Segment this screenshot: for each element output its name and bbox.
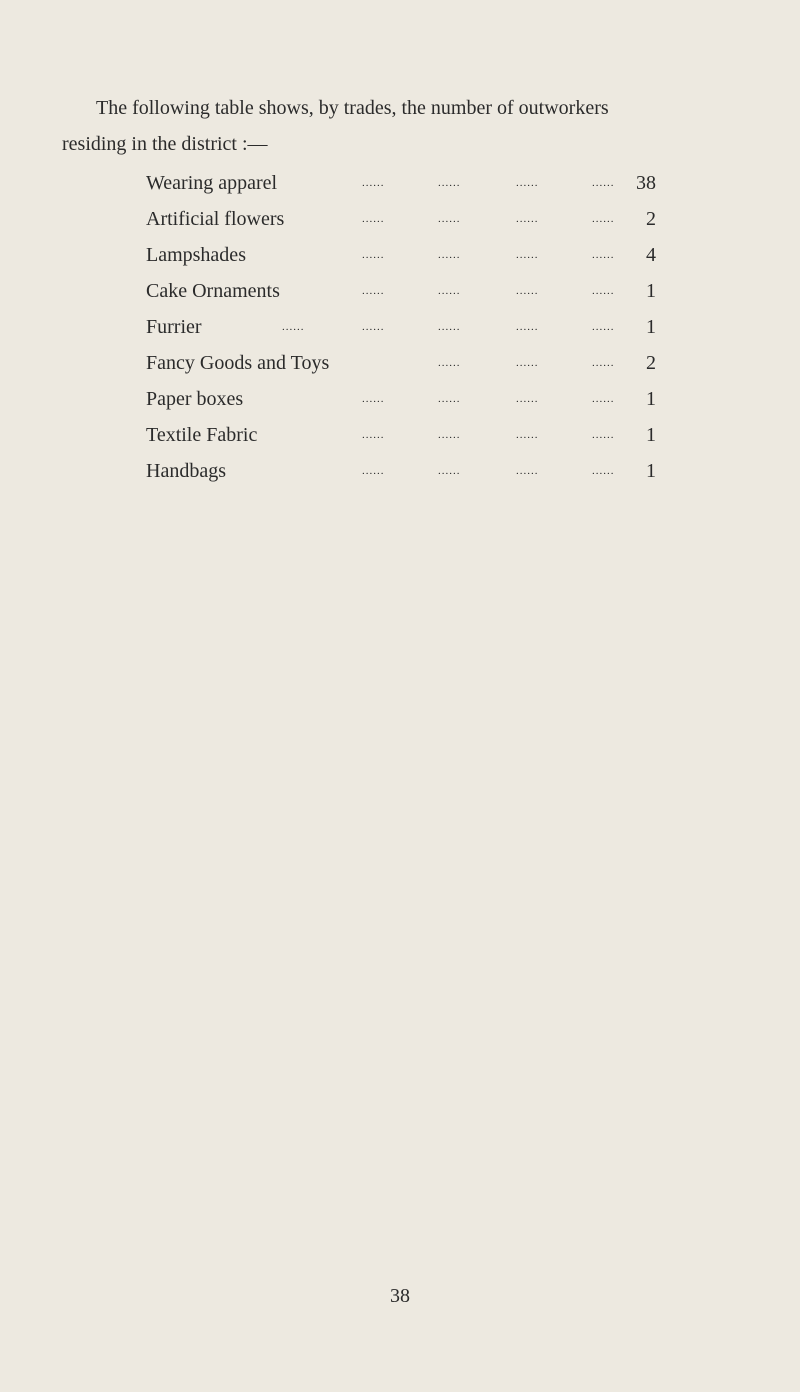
dot-leader: ...... xyxy=(516,465,539,477)
dot-leader: ...... xyxy=(592,465,615,477)
dot-leader: ...... xyxy=(516,249,539,261)
intro-line-2: residing in the district :— xyxy=(62,133,268,155)
dot-leader: ...... xyxy=(592,429,615,441)
dot-leader: ...... xyxy=(438,429,461,441)
dot-leader: ...... xyxy=(362,429,385,441)
dot-leader: ...... xyxy=(592,321,615,333)
dot-leader: ...... xyxy=(362,285,385,297)
outworkers-table xyxy=(146,165,666,489)
outworker-count: 4 xyxy=(646,244,656,266)
dot-leader: ...... xyxy=(592,213,615,225)
dot-leader: ...... xyxy=(438,249,461,261)
trade-label: Paper boxes xyxy=(146,388,244,410)
dot-leader: ...... xyxy=(516,357,539,369)
dot-leader: ...... xyxy=(516,177,539,189)
dot-leader: ...... xyxy=(438,321,461,333)
dot-leader: ...... xyxy=(362,393,385,405)
trade-label: Handbags xyxy=(146,460,226,482)
dot-leader: ...... xyxy=(516,213,539,225)
table-row xyxy=(146,453,666,489)
dot-leader: ...... xyxy=(592,393,615,405)
trade-label: Lampshades xyxy=(146,244,246,266)
dot-leader: ...... xyxy=(362,213,385,225)
dot-leader: ...... xyxy=(362,249,385,261)
table-row xyxy=(146,345,666,381)
dot-leader: ...... xyxy=(438,393,461,405)
intro-paragraph xyxy=(62,90,762,162)
table-row xyxy=(146,381,666,417)
dot-leader: ...... xyxy=(438,285,461,297)
table-row xyxy=(146,201,666,237)
outworker-count: 38 xyxy=(636,172,656,194)
outworker-count: 2 xyxy=(646,352,656,374)
dot-leader: ...... xyxy=(438,357,461,369)
dot-leader: ...... xyxy=(516,429,539,441)
dot-leader: ...... xyxy=(516,285,539,297)
outworker-count: 1 xyxy=(646,460,656,482)
outworker-count: 1 xyxy=(646,316,656,338)
dot-leader: ...... xyxy=(516,393,539,405)
trade-label: Cake Ornaments xyxy=(146,280,280,302)
dot-leader: ...... xyxy=(362,177,385,189)
dot-leader: ...... xyxy=(438,465,461,477)
dot-leader: ...... xyxy=(592,177,615,189)
trade-label: Textile Fabric xyxy=(146,424,258,446)
trade-label: Furrier xyxy=(146,316,202,338)
trade-label: Fancy Goods and Toys xyxy=(146,352,330,374)
table-row xyxy=(146,273,666,309)
trade-label: Wearing apparel xyxy=(146,172,278,194)
outworker-count: 1 xyxy=(646,388,656,410)
dot-leader: ...... xyxy=(592,285,615,297)
dot-leader: ...... xyxy=(438,177,461,189)
dot-leader: ...... xyxy=(282,321,305,333)
table-row xyxy=(146,165,666,201)
dot-leader: ...... xyxy=(362,465,385,477)
dot-leader: ...... xyxy=(592,249,615,261)
outworker-count: 2 xyxy=(646,208,656,230)
page-number: 38 xyxy=(390,1285,410,1307)
dot-leader: ...... xyxy=(362,321,385,333)
trade-label: Artificial flowers xyxy=(146,208,285,230)
table-row xyxy=(146,237,666,273)
dot-leader: ...... xyxy=(592,357,615,369)
table-row xyxy=(146,309,666,345)
dot-leader: ...... xyxy=(438,213,461,225)
intro-line-1: The following table shows, by trades, the number of outworkers xyxy=(96,97,609,119)
dot-leader: ...... xyxy=(516,321,539,333)
outworker-count: 1 xyxy=(646,424,656,446)
table-row xyxy=(146,417,666,453)
outworker-count: 1 xyxy=(646,280,656,302)
